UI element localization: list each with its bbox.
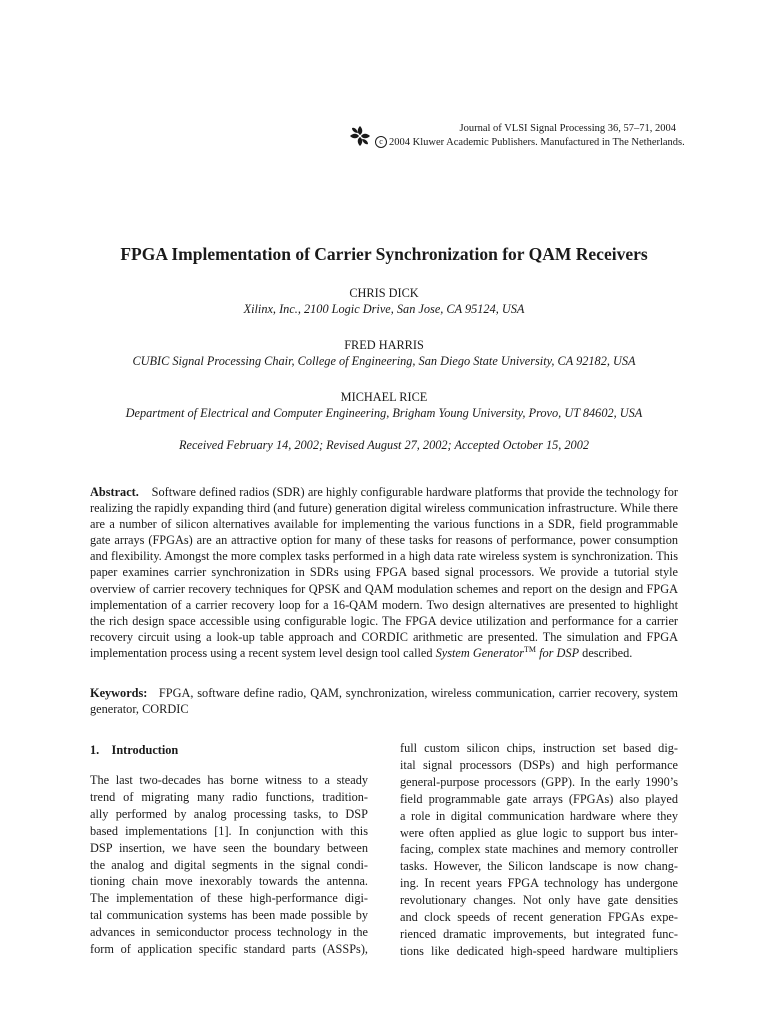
received-dates: Received February 14, 2002; Revised August 27, 2002; Accepted October 15, 2002 bbox=[178, 438, 589, 452]
abstract-tool-suffix: for DSP bbox=[536, 645, 580, 660]
body-line: the analog and digital segments in the signal condi- bbox=[90, 857, 368, 872]
body-line: field programmable gate arrays (FPGAs) also played bbox=[400, 791, 678, 806]
keywords-label: Keywords: bbox=[90, 686, 148, 700]
abstract-body: Software defined radios (SDR) are highly configurable hardware platforms that provide the technology for realizing the rapidly expanding third (and future) generation digital wireless communication infrastructure. While there are a number of silicon alternatives available for implementing the various functions in a SDR, field programmable gate arrays (FPGAs) are an attractive option for many of these tasks for reasons of performance, power consumption and flexibility. Amongst the more complex tasks performed in a high data rate wireless system is synchronization. This paper examines carrier synchronization in SDRs using FPGA based signal processors. We provide a tutorial style overview of carrier recovery techniques for QPSK and QAM modulation schemes and report on the design and FPGA implementation of a carrier recovery loop for a 16-QAM modern. Two design alternatives are presented to highlight the rich design space accessible using configurable logic. The FPGA device utilization and performance for a carrier recovery circuit using a look-up table approach and CORDIC arithmetic are presented. The simulation and FPGA implementation process using a recent system level design tool called bbox=[90, 485, 679, 660]
keywords bbox=[90, 685, 678, 717]
kluwer-flower-logo-icon bbox=[348, 124, 372, 148]
abstract-ending: described. bbox=[579, 645, 633, 660]
body-line: advances in semiconductor process technology in the bbox=[90, 925, 368, 940]
author-name: MICHAEL RICE bbox=[340, 390, 428, 404]
section-title: Introduction bbox=[111, 743, 179, 757]
body-line: form of application specific standard parts (ASSPs), bbox=[90, 942, 368, 957]
intro-left-column bbox=[90, 772, 368, 958]
section-heading bbox=[90, 742, 178, 758]
body-line: ing. In recent years FPGA technology has undergone bbox=[400, 876, 678, 891]
abstract bbox=[90, 484, 678, 661]
body-line: facing, complex state machines and memory controller bbox=[400, 842, 678, 857]
body-line: and clock speeds of recent generation FPGAs expe- bbox=[400, 910, 678, 925]
paper-title: FPGA Implementation of Carrier Synchronization for QAM Receivers bbox=[120, 244, 648, 264]
abstract-tool-name: System Generator bbox=[435, 645, 525, 660]
author-affiliation: Xilinx, Inc., 2100 Logic Drive, San Jose, CA 95124, USA bbox=[243, 302, 525, 316]
abstract-label: Abstract. bbox=[90, 485, 139, 499]
body-line: based implementations [1]. In conjunction with this bbox=[90, 823, 368, 838]
body-line: rienced dramatic improvements, but integrated func- bbox=[400, 926, 678, 941]
body-line: general-purpose processors (GPP). In the early 1990’s bbox=[400, 774, 678, 789]
body-line: The implementation of these high-performance digi- bbox=[90, 891, 368, 906]
journal-header bbox=[348, 122, 685, 152]
body-line: DSP insertion, we have seen the boundary between bbox=[90, 840, 368, 855]
body-line: ally performed by analog processing tasks, to DSP bbox=[90, 806, 368, 821]
keywords-body: FPGA, software define radio, QAM, synchronization, wireless communication, carrier recovery, system generator, CORDIC bbox=[90, 686, 678, 717]
author-name: CHRIS DICK bbox=[349, 286, 419, 300]
section-number: 1. bbox=[90, 743, 100, 757]
body-line: ital signal processors (DSPs) and high performance bbox=[400, 757, 678, 772]
copyright-line bbox=[375, 136, 685, 150]
body-line: revolutionary changes. Not only have gate densities bbox=[400, 893, 678, 908]
body-line: tioning chain move inexorably towards the antenna. bbox=[90, 874, 368, 889]
body-line: tal communication systems has been made possible by bbox=[90, 908, 368, 923]
author-name: FRED HARRIS bbox=[344, 338, 424, 352]
abstract-tool-trademark: TM bbox=[524, 644, 537, 654]
journal-citation: Journal of VLSI Signal Processing 36, 57–71, 2004 bbox=[459, 123, 676, 134]
body-line: a role in digital communication hardware where they bbox=[400, 808, 678, 823]
body-line: The last two-decades has borne witness to a steady bbox=[90, 773, 368, 787]
body-line: full custom silicon chips, instruction set based dig- bbox=[400, 741, 678, 755]
author-affiliation: Department of Electrical and Computer Engineering, Brigham Young University, Provo, UT 84602, USA bbox=[125, 406, 643, 420]
intro-right-column bbox=[400, 740, 678, 960]
author-affiliation: CUBIC Signal Processing Chair, College of Engineering, San Diego State University, CA 92182, USA bbox=[132, 354, 636, 368]
body-line: trend of migrating many radio functions, tradition- bbox=[90, 789, 368, 804]
copyright-symbol: c bbox=[375, 136, 387, 148]
body-line: were often applied as glue logic to support bus inter- bbox=[400, 825, 678, 840]
copyright-text: 2004 Kluwer Academic Publishers. Manufactured in The Netherlands. bbox=[389, 137, 685, 148]
body-line: tions like dedicated high-speed hardware multipliers bbox=[400, 943, 678, 958]
body-line: tasks. However, the Silicon landscape is now chang- bbox=[400, 859, 678, 874]
